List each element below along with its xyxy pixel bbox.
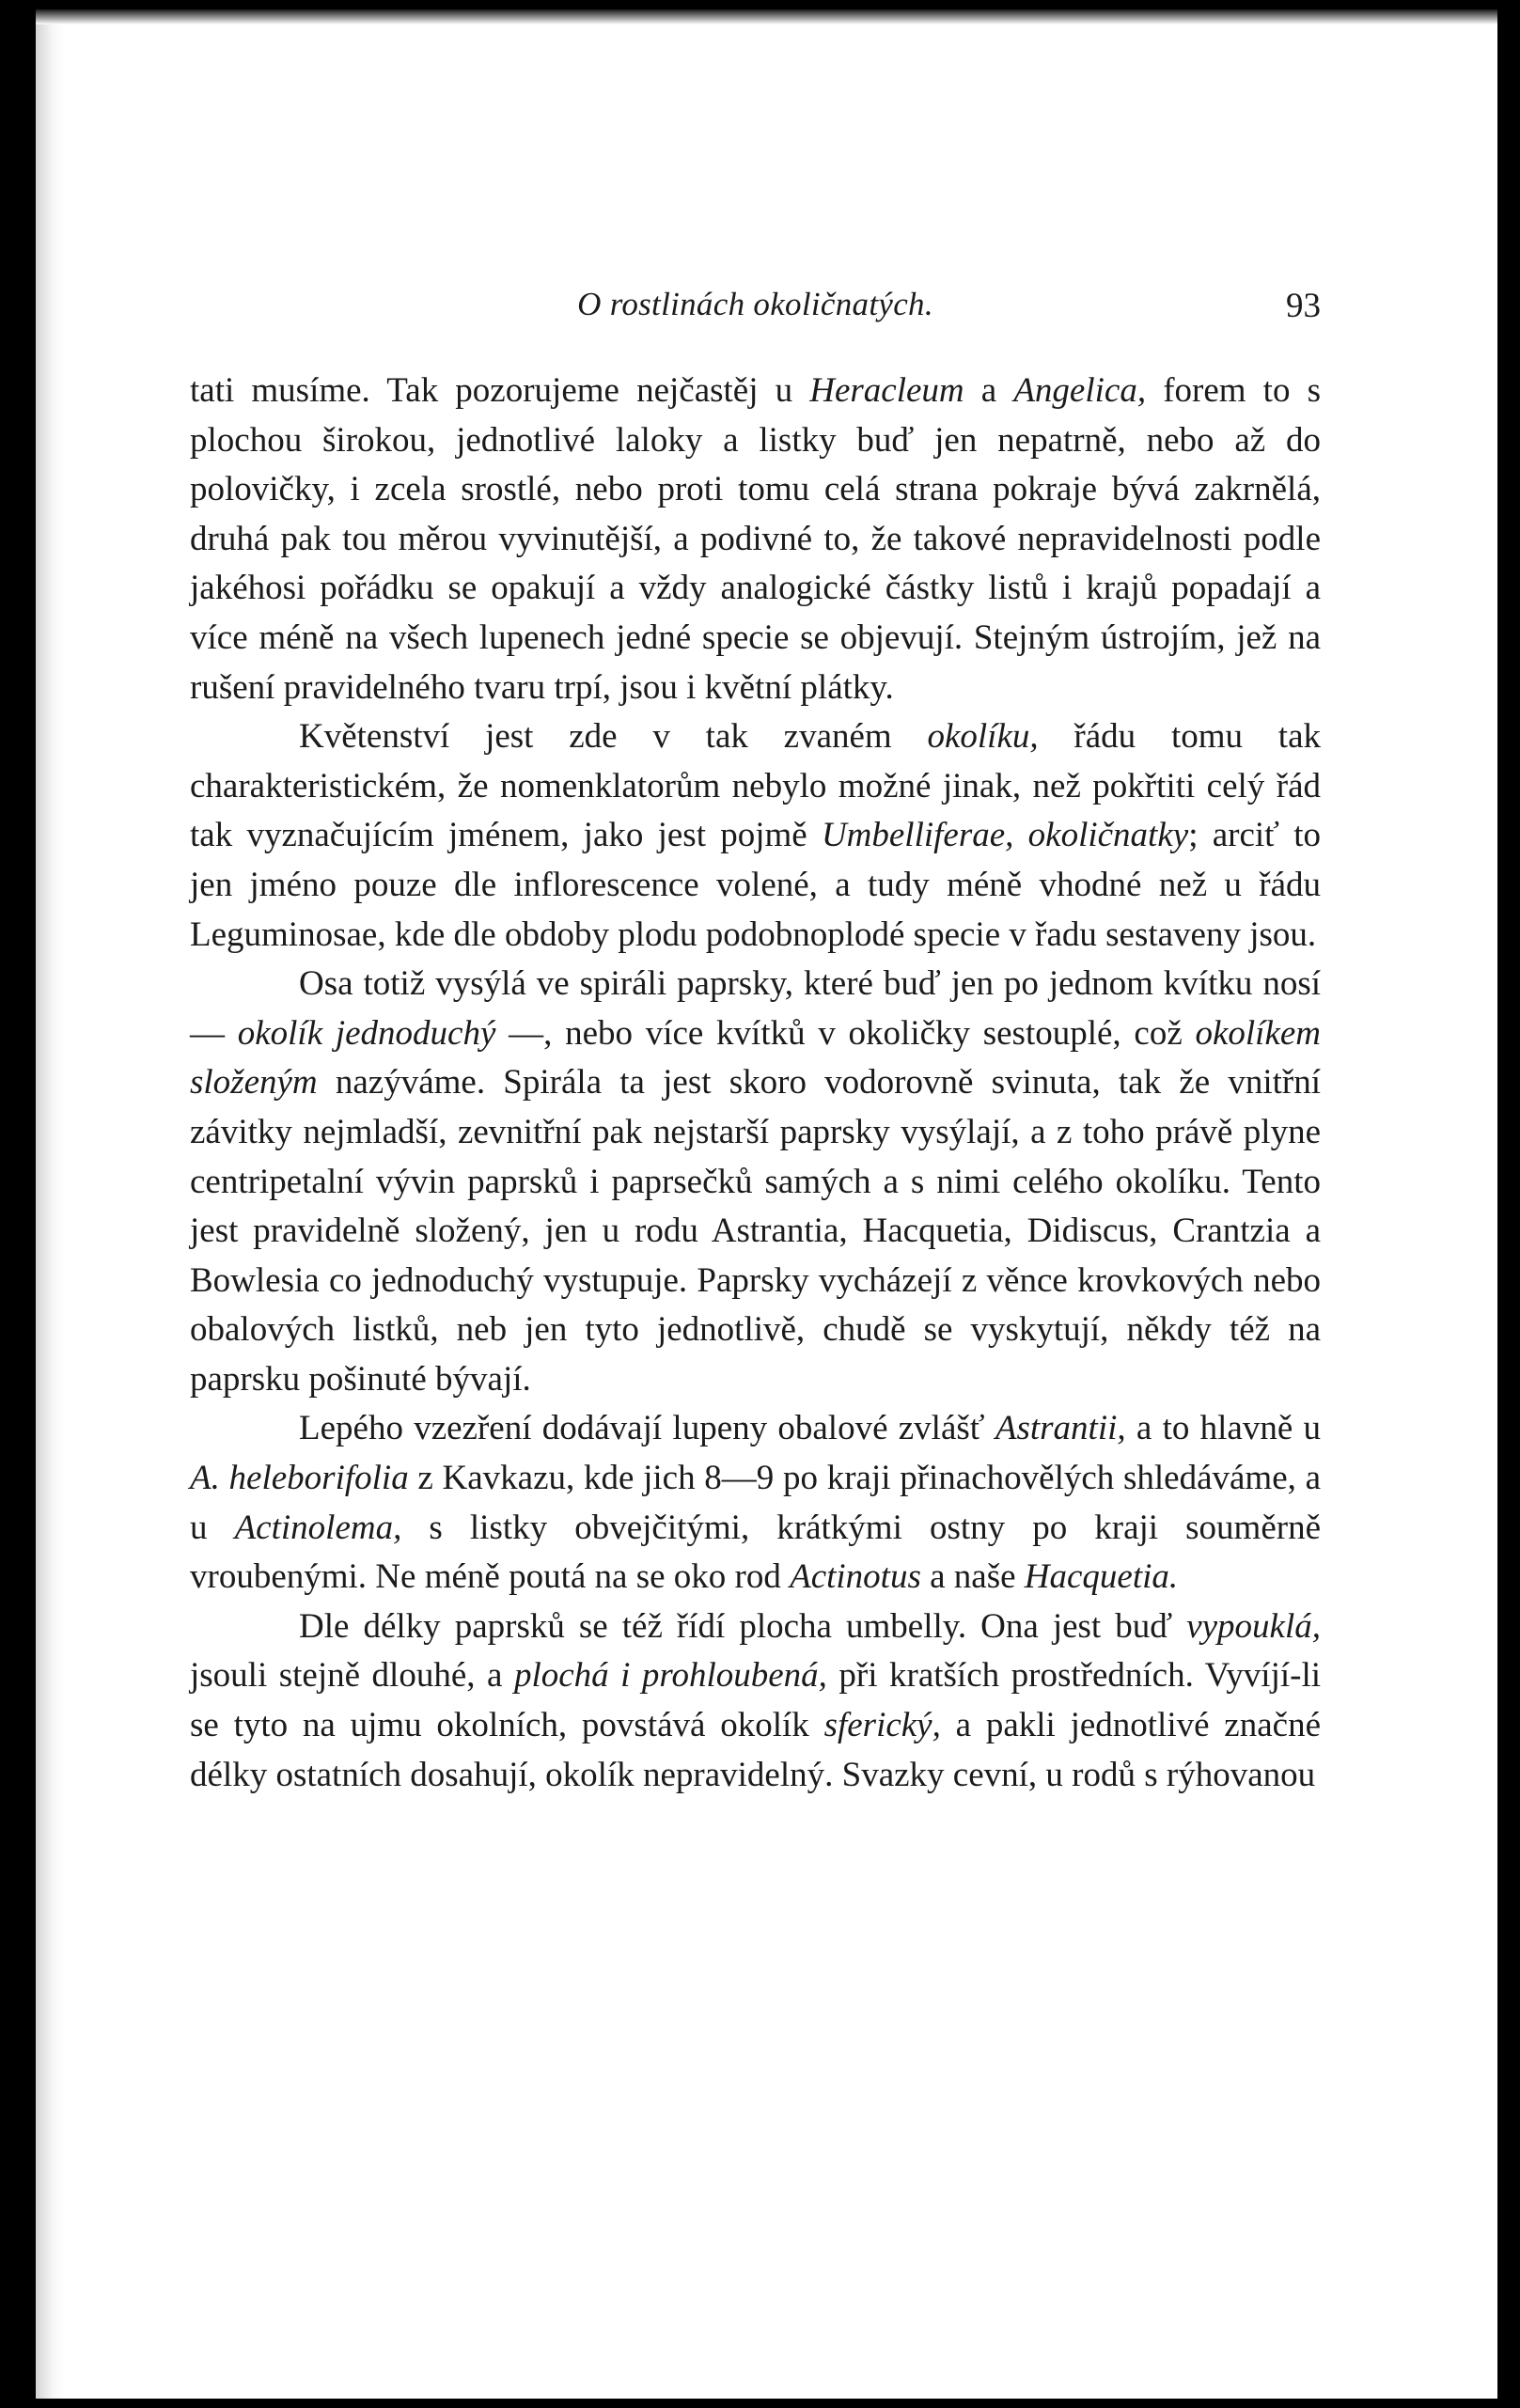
italic-term: Hacquetia. [1024, 1557, 1179, 1597]
paragraph [190, 1404, 1321, 1602]
italic-term: Actinolema, [234, 1508, 402, 1547]
text-run: ; arciť to jen jméno pouze dle inflorescence volené, a tudy méně vhodné než u řádu Leguminosae, kde dle obdoby plodu podobnoplodé specie v řadu sestaveny jsou. [190, 816, 1321, 954]
paragraph [190, 367, 1321, 712]
paragraph [190, 1603, 1321, 1800]
text-run: —, nebo více kvítků v okoličky sestouplé, což [495, 1013, 1196, 1053]
paragraph [190, 960, 1321, 1404]
text-run: nazýváme. Spirála ta jest skoro vodorovně svinuta, tak že vnitřní závitky nejmladší, zevnitřní pak nejstarší paprsky vysýlají, a z toho právě plyne centripetalní vývin paprsků i paprsečků samých a s nimi celého okolíku. Tento jest pravidelně složený, jen u rodu Astrantia, Hacquetia, Didiscus, Crantzia a Bowlesia co jednoduchý vystupuje. Paprsky vycházejí z věnce krovkových nebo obalových listků, neb jen tyto jednotlivě, chudě se vyskytují, někdy též na paprsku pošinuté bývají. [190, 1063, 1321, 1399]
italic-term: Actinotus [790, 1557, 921, 1597]
text-run: forem to s plochou širokou, jednotlivé laloky a listky buď jen nepatrně, nebo až do polovičky, i zcela srostlé, nebo proti tomu celá strana pokraje bývá zakrnělá, druhá pak tou měrou vyvinutější, a podivné to, že takové nepravidelnosti podle jakéhosi pořádku se opakují a vždy analogické částky listů i krajů popadají a více méně na všech lupenech jedné specie se objevují. Stejným ústrojím, jež na rušení pravidelného tvaru trpí, jsou i květní plátky. [190, 371, 1321, 707]
text-run: tati musíme. Tak pozorujeme nejčastěj u [190, 371, 810, 410]
italic-term: Umbelliferae, okoličnatky [821, 816, 1189, 855]
italic-term: A. heleborifolia [190, 1459, 409, 1498]
italic-term: vypouklá, [1186, 1606, 1321, 1646]
text-run: Osa totiž vysýlá ve spiráli paprsky, které buď jen po jednom kvítku nosí — [190, 964, 1321, 1053]
italic-term: okolík jednoduchý [237, 1013, 496, 1053]
italic-term: sferický, [823, 1706, 941, 1745]
italic-term: Heracleum [809, 371, 964, 410]
page-header [190, 286, 1321, 333]
italic-term: Astrantii, [995, 1409, 1126, 1448]
text-run: Lepého vzezření dodávají lupeny obalové zvlášť [299, 1409, 995, 1448]
text-run: Květenství jest zde v tak zvaném [299, 717, 928, 757]
text-run: jsouli stejně dlouhé, a [190, 1656, 514, 1696]
text-run: řádu tomu tak charakteristickém, že nomenklatorům nebylo možné jinak, než pokřtiti celý řád tak vyznačujícím jménem, jako jest pojmě [190, 717, 1321, 855]
running-title: O rostlinách okoličnatých. [577, 286, 933, 322]
text-run: Dle délky paprsků se též řídí plocha umbelly. Ona jest buď [299, 1606, 1187, 1646]
book-page [36, 9, 1497, 2399]
body-text [190, 367, 1321, 1800]
italic-term: okolíkem složeným [190, 1013, 1322, 1102]
text-run: s listky obvejčitými, krátkými ostny po kraji souměrně vroubenými. Ne méně poutá na se oko rod [190, 1508, 1321, 1597]
italic-term: plochá i prohloubená, [513, 1656, 827, 1696]
paragraph [190, 712, 1321, 960]
text-run: a to hlavně u [1125, 1409, 1321, 1448]
text-run: a pakli jednotlivé značné délky ostatních dosahují, okolík nepravidelný. Svazky cevní, u rodů s rýhovanou [190, 1706, 1321, 1794]
text-run: a naše [920, 1557, 1025, 1597]
text-run: z Kavkazu, kde jich 8—9 po kraji přinachovělých shledáváme, a u [190, 1459, 1321, 1547]
italic-term: okolíku, [927, 717, 1039, 757]
italic-term: Angelica, [1013, 371, 1147, 410]
page-number: 93 [1286, 287, 1321, 325]
text-run: při kratších prostředních. Vyvíjí-li se tyto na ujmu okolních, povstává okolík [190, 1656, 1322, 1745]
text-run: a [964, 371, 1014, 410]
